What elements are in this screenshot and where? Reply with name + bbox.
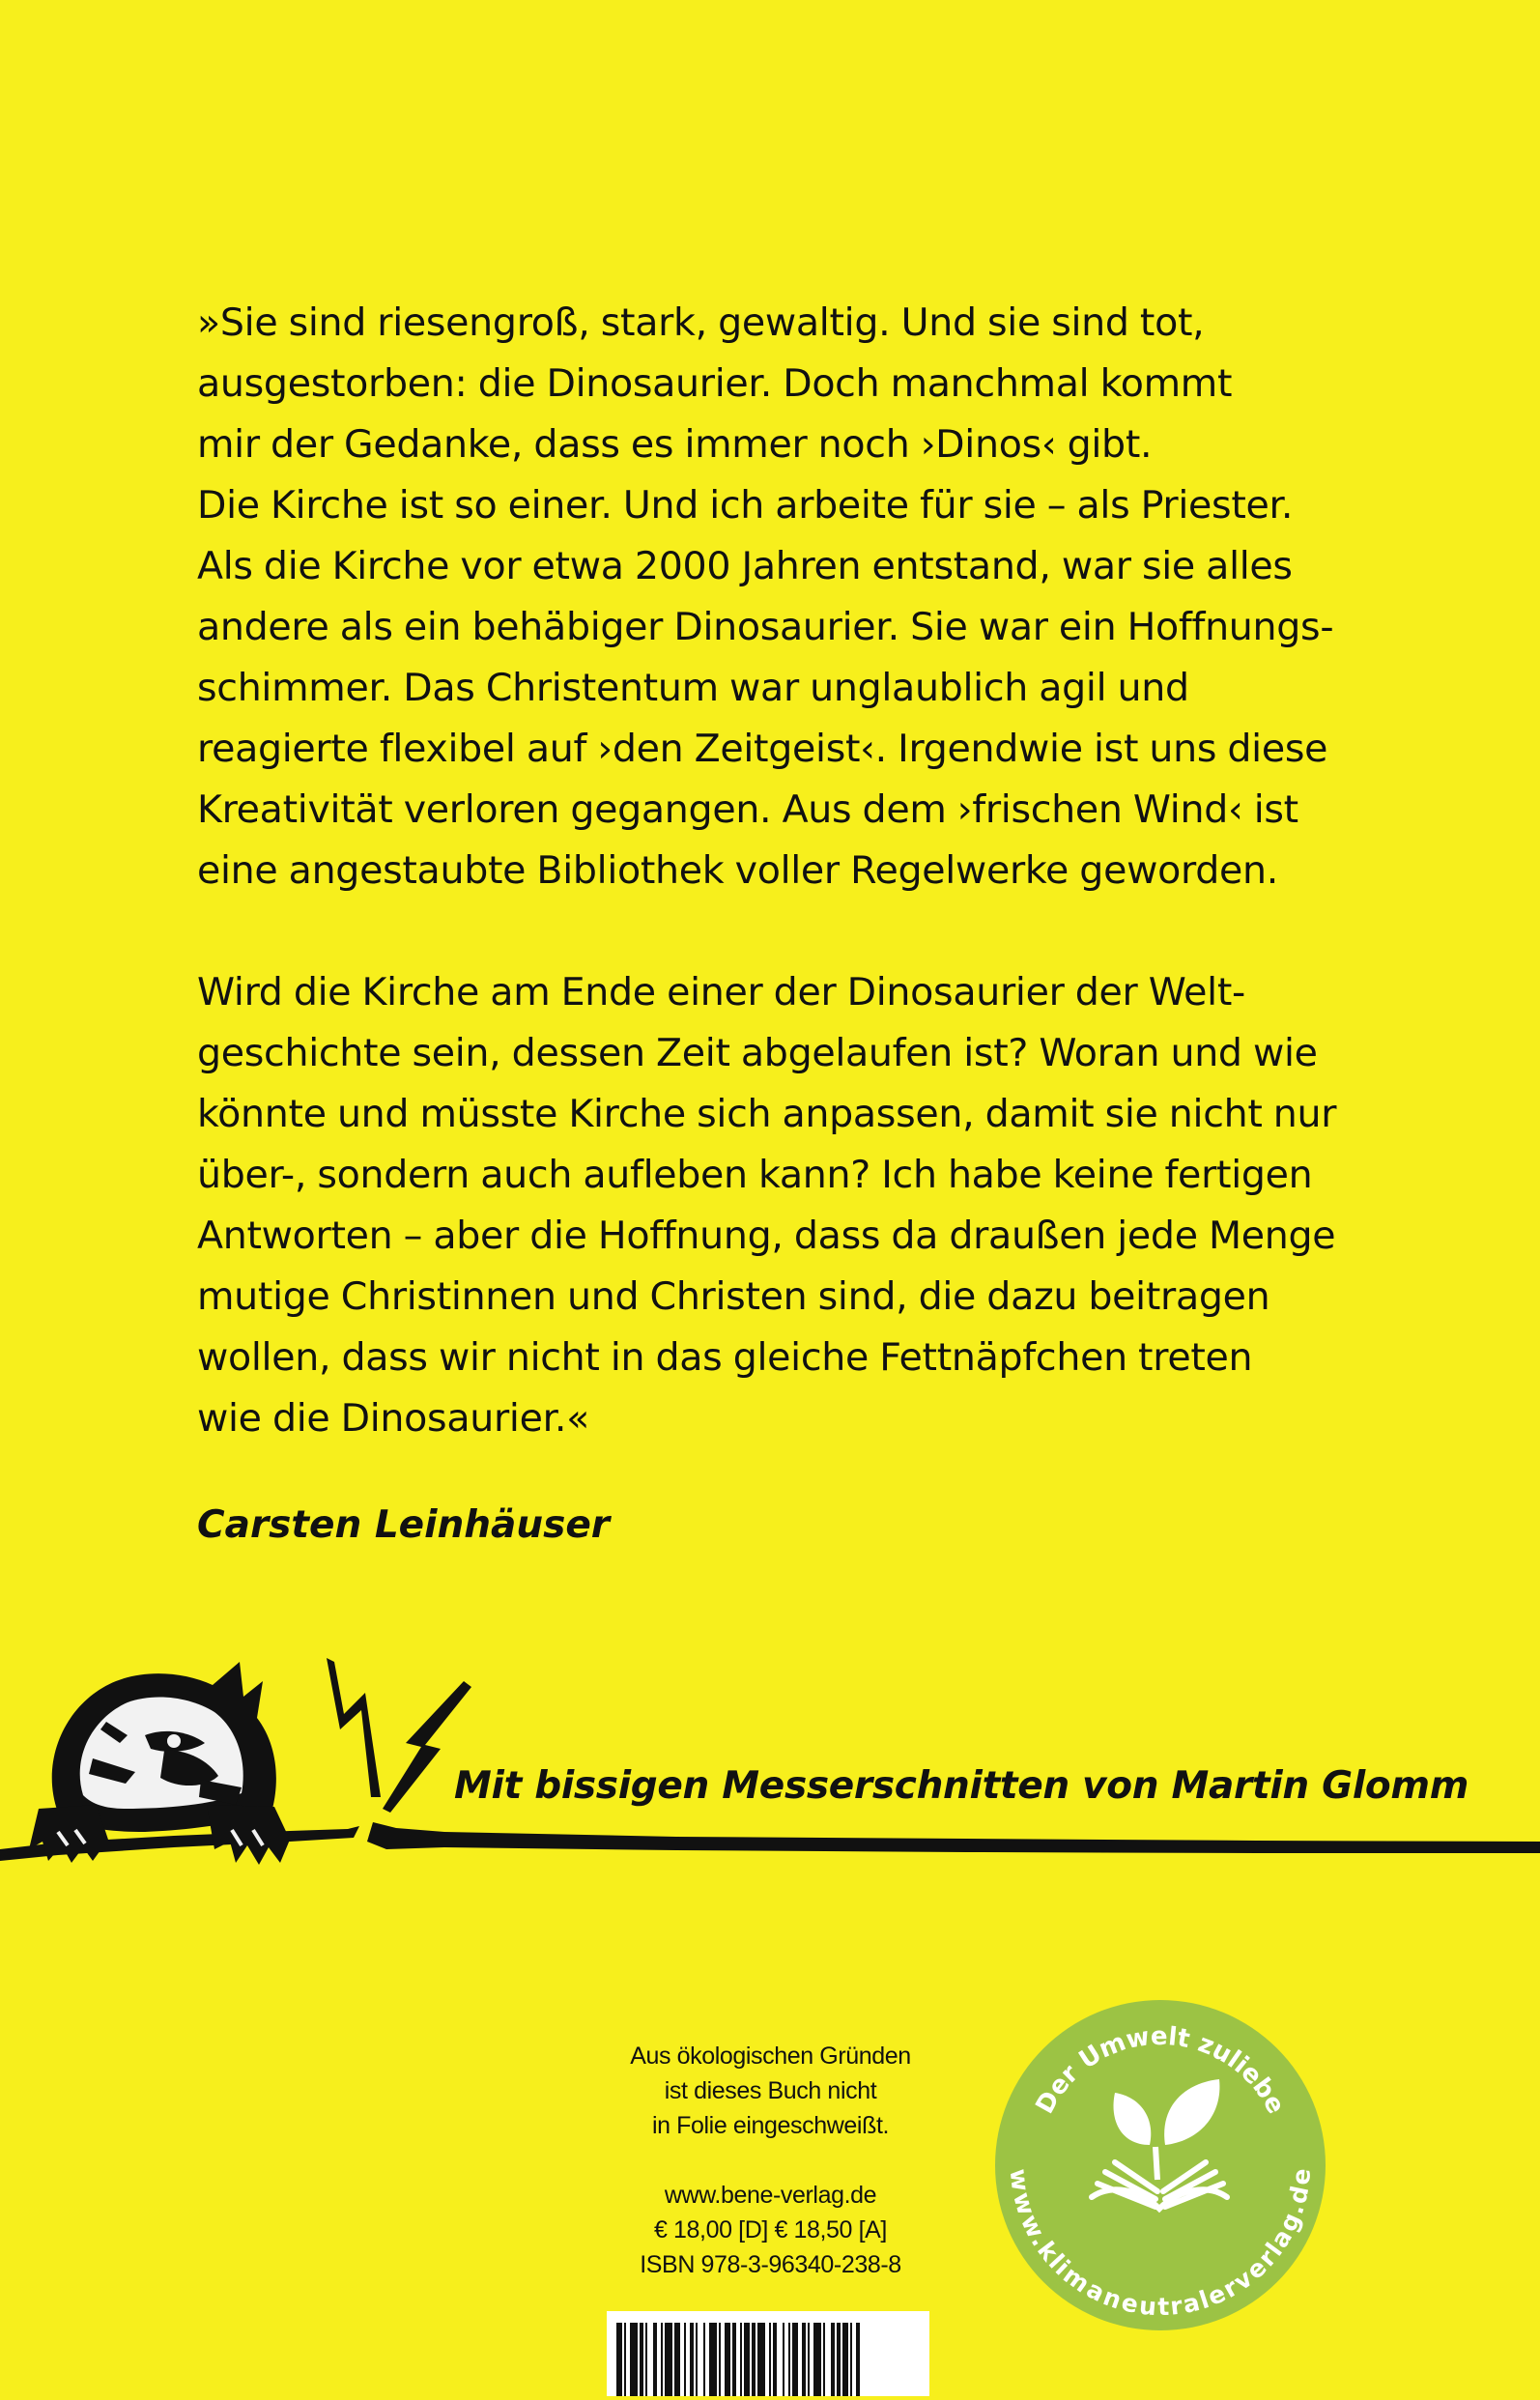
eco-note-line: ist dieses Buch nicht (664, 2077, 877, 2104)
quote-line: Antworten – aber die Hoffnung, dass da draußen jede Menge (197, 1214, 1336, 1258)
publisher-website: www.bene-verlag.de (664, 2182, 877, 2209)
quote-line: andere als ein behäbiger Dinosaurier. Sie war ein Hoffnungs- (197, 605, 1334, 649)
quote-line: Als die Kirche vor etwa 2000 Jahren entstand, war sie alles (197, 544, 1293, 588)
author-name: Carsten Leinhäuser (197, 1503, 611, 1547)
quote-line: Wird die Kirche am Ende einer der Dinosaurier der Welt- (197, 970, 1245, 1014)
quote-line: geschichte sein, dessen Zeit abgelaufen ist? Woran und wie (197, 1031, 1318, 1075)
barcode (607, 2311, 929, 2396)
spark-left-icon (327, 1658, 381, 1797)
quote-line: eine angestaubte Bibliothek voller Regelwerke geworden. (197, 848, 1278, 893)
quote-line: schimmer. Das Christentum war unglaublich agil und (197, 666, 1189, 710)
barcode-bars-icon (607, 2311, 929, 2396)
quote-line: mutige Christinnen und Christen sind, die dazu beitragen (197, 1274, 1270, 1319)
eco-note-line: in Folie eingeschweißt. (651, 2112, 890, 2139)
quote-line: »Sie sind riesengroß, stark, gewaltig. Und sie sind tot, (197, 300, 1205, 345)
quote-line: Kreativität verloren gegangen. Aus dem ›frischen Wind‹ ist (197, 787, 1298, 832)
gopher-creature-icon (29, 1662, 290, 1865)
quote-line: mir der Gedanke, dass es immer noch ›Dinos‹ gibt. (197, 422, 1153, 467)
quote-line: über-, sondern auch aufleben kann? Ich habe keine fertigen (197, 1153, 1313, 1197)
badge-bottom-text: www.klimaneutralerverlag.de (1004, 2167, 1317, 2322)
climate-neutral-badge (995, 2000, 1326, 2330)
quote-paragraph-2 (197, 962, 1443, 1449)
quote-line: wie die Dinosaurier.« (197, 1396, 590, 1441)
quote-line: reagierte flexibel auf ›den Zeitgeist‹. Irgendwie ist uns diese (197, 727, 1328, 771)
quote-line: könnte und müsste Kirche sich anpassen, damit sie nicht nur (197, 1092, 1337, 1136)
illustration-credit: Mit bissigen Messerschnitten von Martin Glomm (454, 1764, 1469, 1808)
cable-right (367, 1822, 1540, 1853)
quote-line: Die Kirche ist so einer. Und ich arbeite für sie – als Priester. (197, 483, 1294, 528)
eco-note-line: Aus ökologischen Gründen (630, 2043, 911, 2070)
quote-line: wollen, dass wir nicht in das gleiche Fettnäpfchen treten (197, 1335, 1253, 1380)
price-line: € 18,00 [D] € 18,50 [A] (654, 2216, 887, 2243)
quote-paragraph-1 (197, 293, 1443, 901)
back-cover-quote (197, 293, 1443, 1449)
badge-top-text: Der Umwelt zuliebe (1030, 2021, 1291, 2119)
quote-line: ausgestorben: die Dinosaurier. Doch manchmal kommt (197, 361, 1233, 406)
isbn-line: ISBN 978-3-96340-238-8 (640, 2251, 901, 2278)
publisher-info (580, 2039, 961, 2282)
